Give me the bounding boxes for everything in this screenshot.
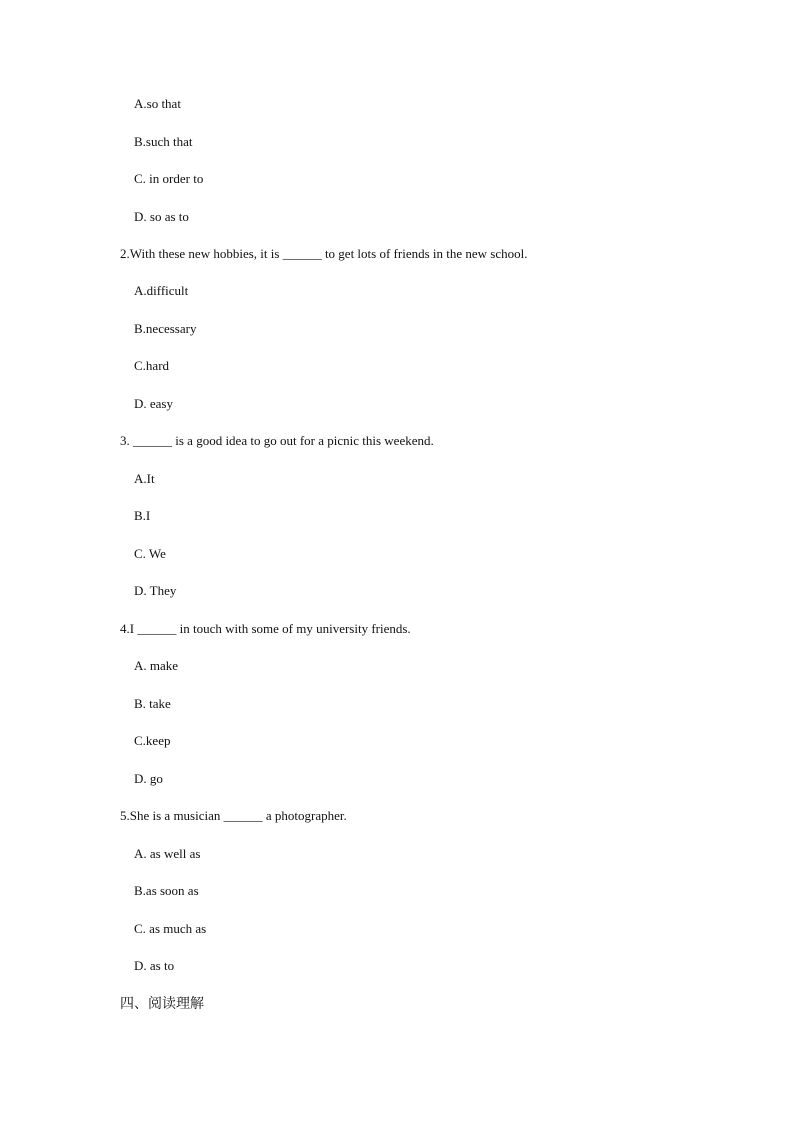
- question-5-text-before: 5.She is a musician: [120, 808, 224, 823]
- q1-option-b: B.such that: [134, 134, 193, 149]
- q3-option-d: D. They: [134, 583, 177, 598]
- question-4-blank: ______: [137, 621, 177, 636]
- question-3-text-after: is a good idea to go out for a picnic this weekend.: [172, 433, 434, 448]
- section-heading: 四、阅读理解: [120, 996, 204, 1012]
- question-3-blank: ______: [133, 433, 172, 448]
- question-5: [120, 808, 347, 824]
- q5-option-a: A. as well as: [134, 846, 201, 861]
- q5-option-d: D. as to: [134, 958, 175, 973]
- question-4-text-before: 4.I: [120, 621, 138, 636]
- q4-option-a: A. make: [134, 658, 179, 673]
- q4-option-c: C.keep: [134, 733, 171, 748]
- q3-option-b: B.I: [134, 508, 151, 523]
- q5-option-b: B.as soon as: [134, 883, 199, 898]
- q4-option-d: D. go: [134, 771, 163, 786]
- q2-option-d: D. easy: [134, 396, 173, 411]
- q2-option-b: B.necessary: [134, 321, 197, 336]
- q2-option-c: C.hard: [134, 358, 170, 373]
- question-3: [120, 433, 434, 449]
- q3-option-c: C. We: [134, 546, 166, 561]
- question-2-text-after: to get lots of friends in the new school.: [321, 246, 528, 261]
- q1-option-d: D. so as to: [134, 209, 189, 224]
- q2-option-a: A.difficult: [134, 283, 189, 298]
- question-2: [120, 246, 528, 262]
- question-5-text-after: a photographer.: [262, 808, 347, 823]
- q1-option-c: C. in order to: [134, 171, 204, 186]
- q3-option-a: A.It: [134, 471, 155, 486]
- question-5-blank: ______: [223, 808, 263, 823]
- q5-option-c: C. as much as: [134, 921, 207, 936]
- question-4-text-after: in touch with some of my university friends.: [176, 621, 411, 636]
- question-2-blank: ______: [282, 246, 322, 261]
- question-2-text-before: 2.With these new hobbies, it is: [120, 246, 283, 261]
- question-4: [120, 621, 411, 637]
- q4-option-b: B. take: [134, 696, 171, 711]
- question-3-text-before: 3.: [120, 433, 133, 448]
- q1-option-a: A.so that: [134, 96, 181, 111]
